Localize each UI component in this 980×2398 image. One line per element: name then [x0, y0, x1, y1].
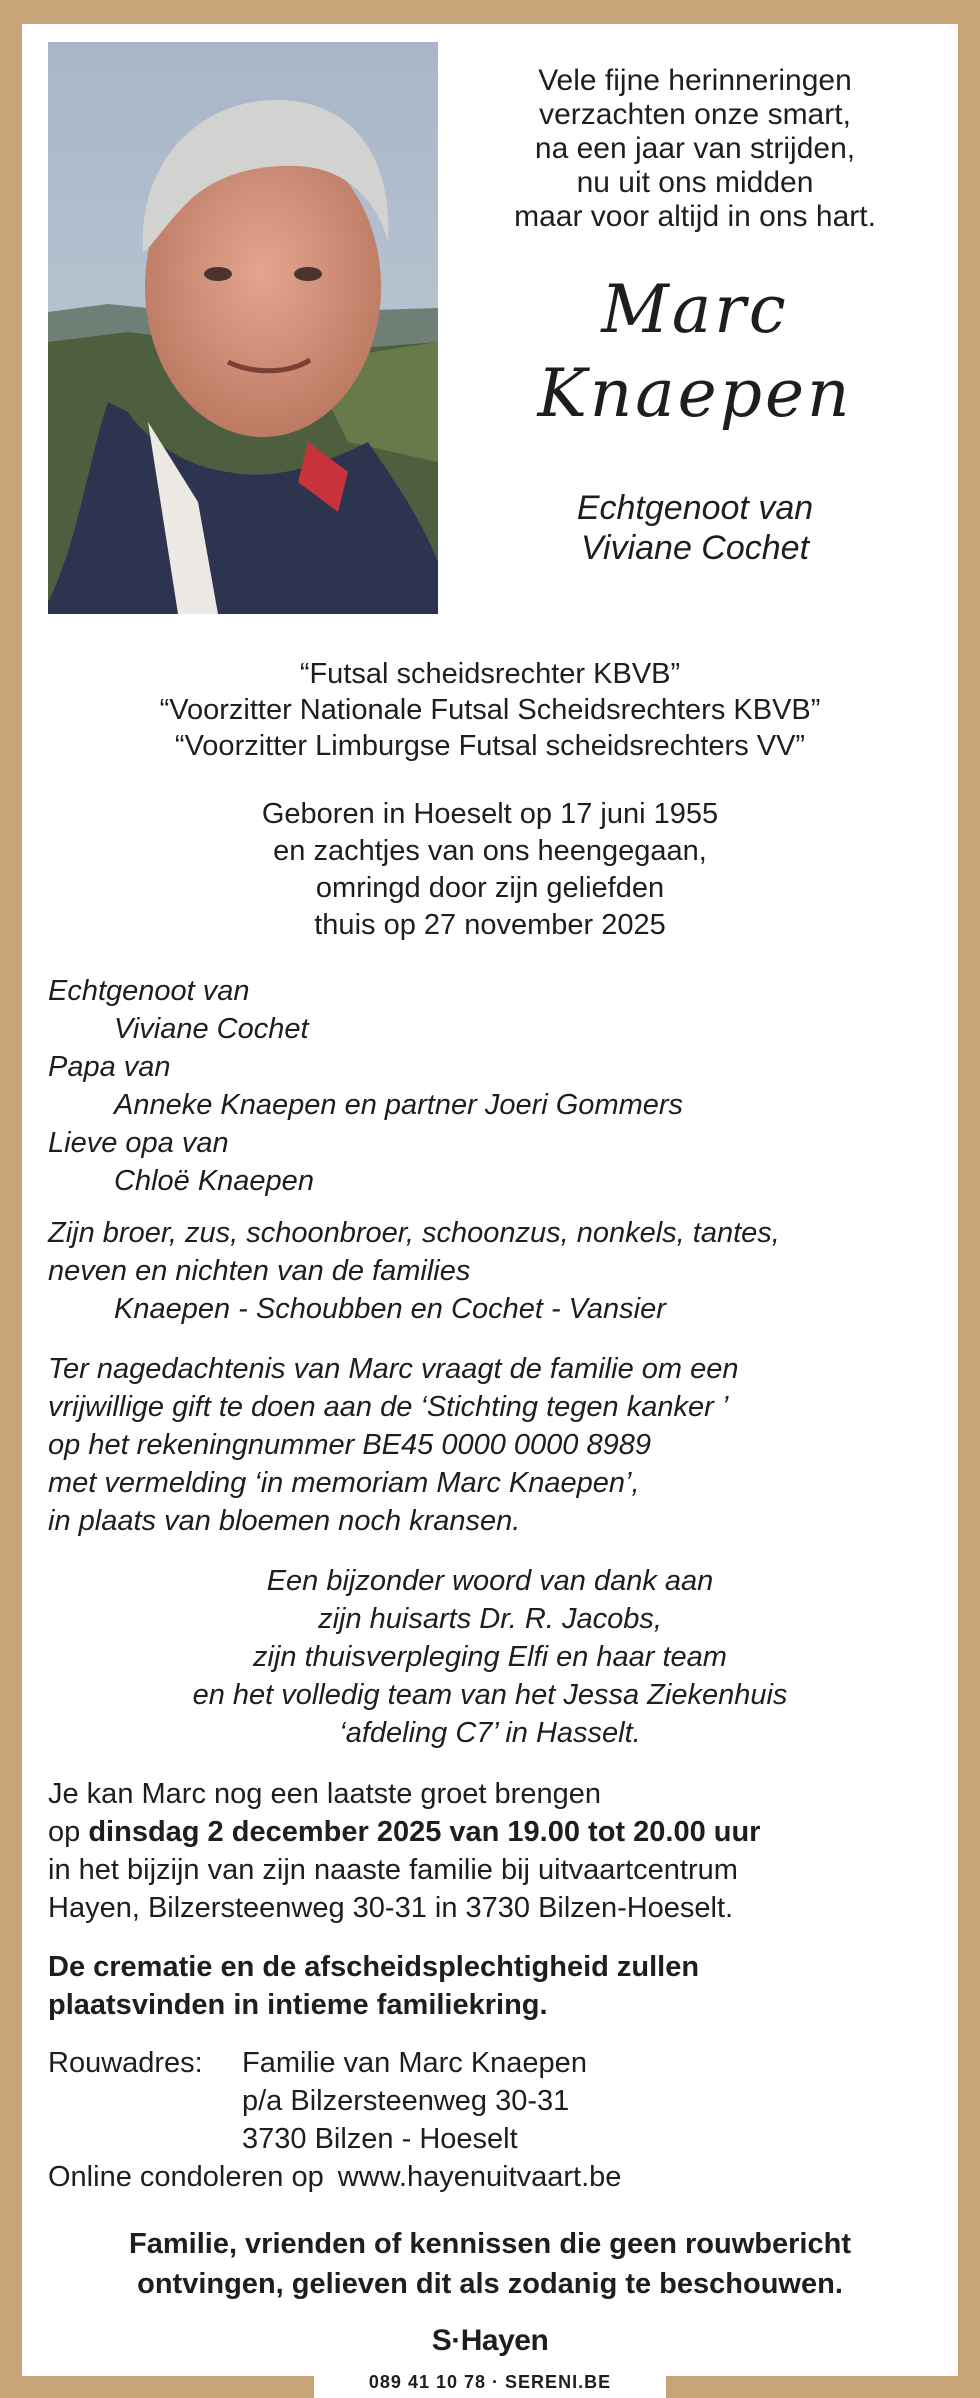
cremation-line: plaatsvinden in intieme familiekring. [48, 1989, 548, 2021]
grandchild-names: Chloë Knaepen [114, 1165, 314, 1197]
title-line: “Voorzitter Nationale Futsal Scheidsrechters KBVB” [159, 694, 821, 726]
last-name: Knaepen [537, 355, 853, 432]
gift-line: vrijwillige gift te doen aan de ‘Stichting tegen kanker ’ [48, 1391, 729, 1423]
spouse-caption-name: Viviane Cochet [580, 529, 810, 567]
thanks-line: zijn thuisverpleging Elfi en haar team [253, 1641, 727, 1673]
children-names: Anneke Knaepen en partner Joeri Gommers [114, 1089, 684, 1121]
thanks-line: zijn huisarts Dr. R. Jacobs, [318, 1603, 662, 1635]
memorial-poem [470, 64, 920, 234]
visit-datetime: dinsdag 2 december 2025 van 19.00 tot 20.00 uur [88, 1816, 761, 1848]
opa-label: Lieve opa van [48, 1127, 229, 1159]
poem-line: Vele fijne herinneringen [538, 64, 852, 97]
poem-line: na een jaar van strijden, [534, 132, 856, 165]
gift-line: met vermelding ‘in memoriam Marc Knaepen’, [48, 1467, 640, 1499]
papa-label: Papa van [48, 1051, 171, 1083]
final-notice [0, 2224, 980, 2304]
address-line: p/a Bilzersteenweg 30-31 [242, 2085, 570, 2117]
poem-line: nu uit ons midden [576, 166, 814, 199]
visitation-info [48, 1775, 968, 1927]
spouse-name: Viviane Cochet [114, 1013, 309, 1045]
relatives-families: Knaepen - Schoubben en Cochet - Vansier [114, 1293, 666, 1325]
condolence-website-link[interactable]: www.hayenuitvaart.be [337, 2161, 622, 2193]
hayen-logo: S·Hayen [431, 2324, 549, 2357]
online-condolence-label: Online condoleren op [48, 2161, 324, 2193]
sereni-link[interactable]: SERENI.BE [505, 2372, 612, 2392]
address-line: 3730 Bilzen - Hoeselt [242, 2123, 518, 2155]
first-name: Marc [601, 271, 789, 348]
cremation-line: De crematie en de afscheidsplechtigheid zullen [48, 1951, 700, 1983]
spouse-caption [470, 488, 920, 568]
thanks-line: en het volledig team van het Jessa Ziekenhuis [192, 1679, 788, 1711]
notice-line: ontvingen, gelieven dit als zodanig te beschouwen. [137, 2268, 843, 2300]
portrait-illustration [48, 42, 438, 614]
birth-line: omringd door zijn geliefden [315, 872, 665, 904]
visit-prefix: op [48, 1816, 89, 1848]
relatives-line: Zijn broer, zus, schoonbroer, schoonzus, nonkels, tantes, [48, 1217, 780, 1249]
portrait-photo [48, 42, 438, 614]
visit-line: Je kan Marc nog een laatste groet brengen [48, 1778, 601, 1810]
spouse-caption-label: Echtgenoot van [576, 489, 814, 527]
visit-line: in het bijzijn van zijn naaste familie bij uitvaartcentrum [48, 1854, 738, 1886]
thanks-line: Een bijzonder woord van dank aan [266, 1565, 714, 1597]
notice-line: Familie, vrienden of kennissen die geen rouwbericht [129, 2228, 851, 2260]
footer-contact [314, 2366, 666, 2398]
address-label: Rouwadres: [48, 2047, 203, 2079]
thanks-line: ‘afdeling C7’ in Hasselt. [339, 1717, 641, 1749]
gift-line: in plaats van bloemen noch kransen. [48, 1505, 521, 1537]
honorary-titles [0, 656, 980, 764]
gift-line: op het rekeningnummer BE45 0000 0000 8989 [48, 1429, 651, 1461]
address-line: Familie van Marc Knaepen [242, 2047, 587, 2079]
gift-line: Ter nagedachtenis van Marc vraagt de familie om een [48, 1353, 739, 1385]
mourning-address [48, 2044, 948, 2196]
birth-line: en zachtjes van ons heengegaan, [273, 835, 707, 867]
cremation-notice [48, 1948, 948, 2024]
phone-number: 089 41 10 78 [368, 2372, 487, 2392]
poem-line: verzachten onze smart, [539, 98, 851, 131]
thanks-note [0, 1562, 980, 1752]
donation-request [48, 1350, 948, 1540]
deceased-name [470, 268, 920, 436]
birth-death-info [0, 796, 980, 944]
birth-line: Geboren in Hoeselt op 17 juni 1955 [261, 798, 719, 830]
poem-line: maar voor altijd in ons hart. [514, 200, 876, 233]
footer-separator: · [492, 2372, 500, 2392]
spouse-label: Echtgenoot van [48, 975, 250, 1007]
visit-line: Hayen, Bilzersteenweg 30-31 in 3730 Bilzen-Hoeselt. [48, 1892, 734, 1924]
title-line: “Futsal scheidsrechter KBVB” [299, 658, 681, 690]
title-line: “Voorzitter Limburgse Futsal scheidsrechters VV” [174, 730, 806, 762]
birth-line: thuis op 27 november 2025 [314, 909, 666, 941]
relatives-line: neven en nichten van de families [48, 1255, 471, 1287]
visit-line [48, 1813, 968, 1851]
family-list [48, 972, 948, 1328]
